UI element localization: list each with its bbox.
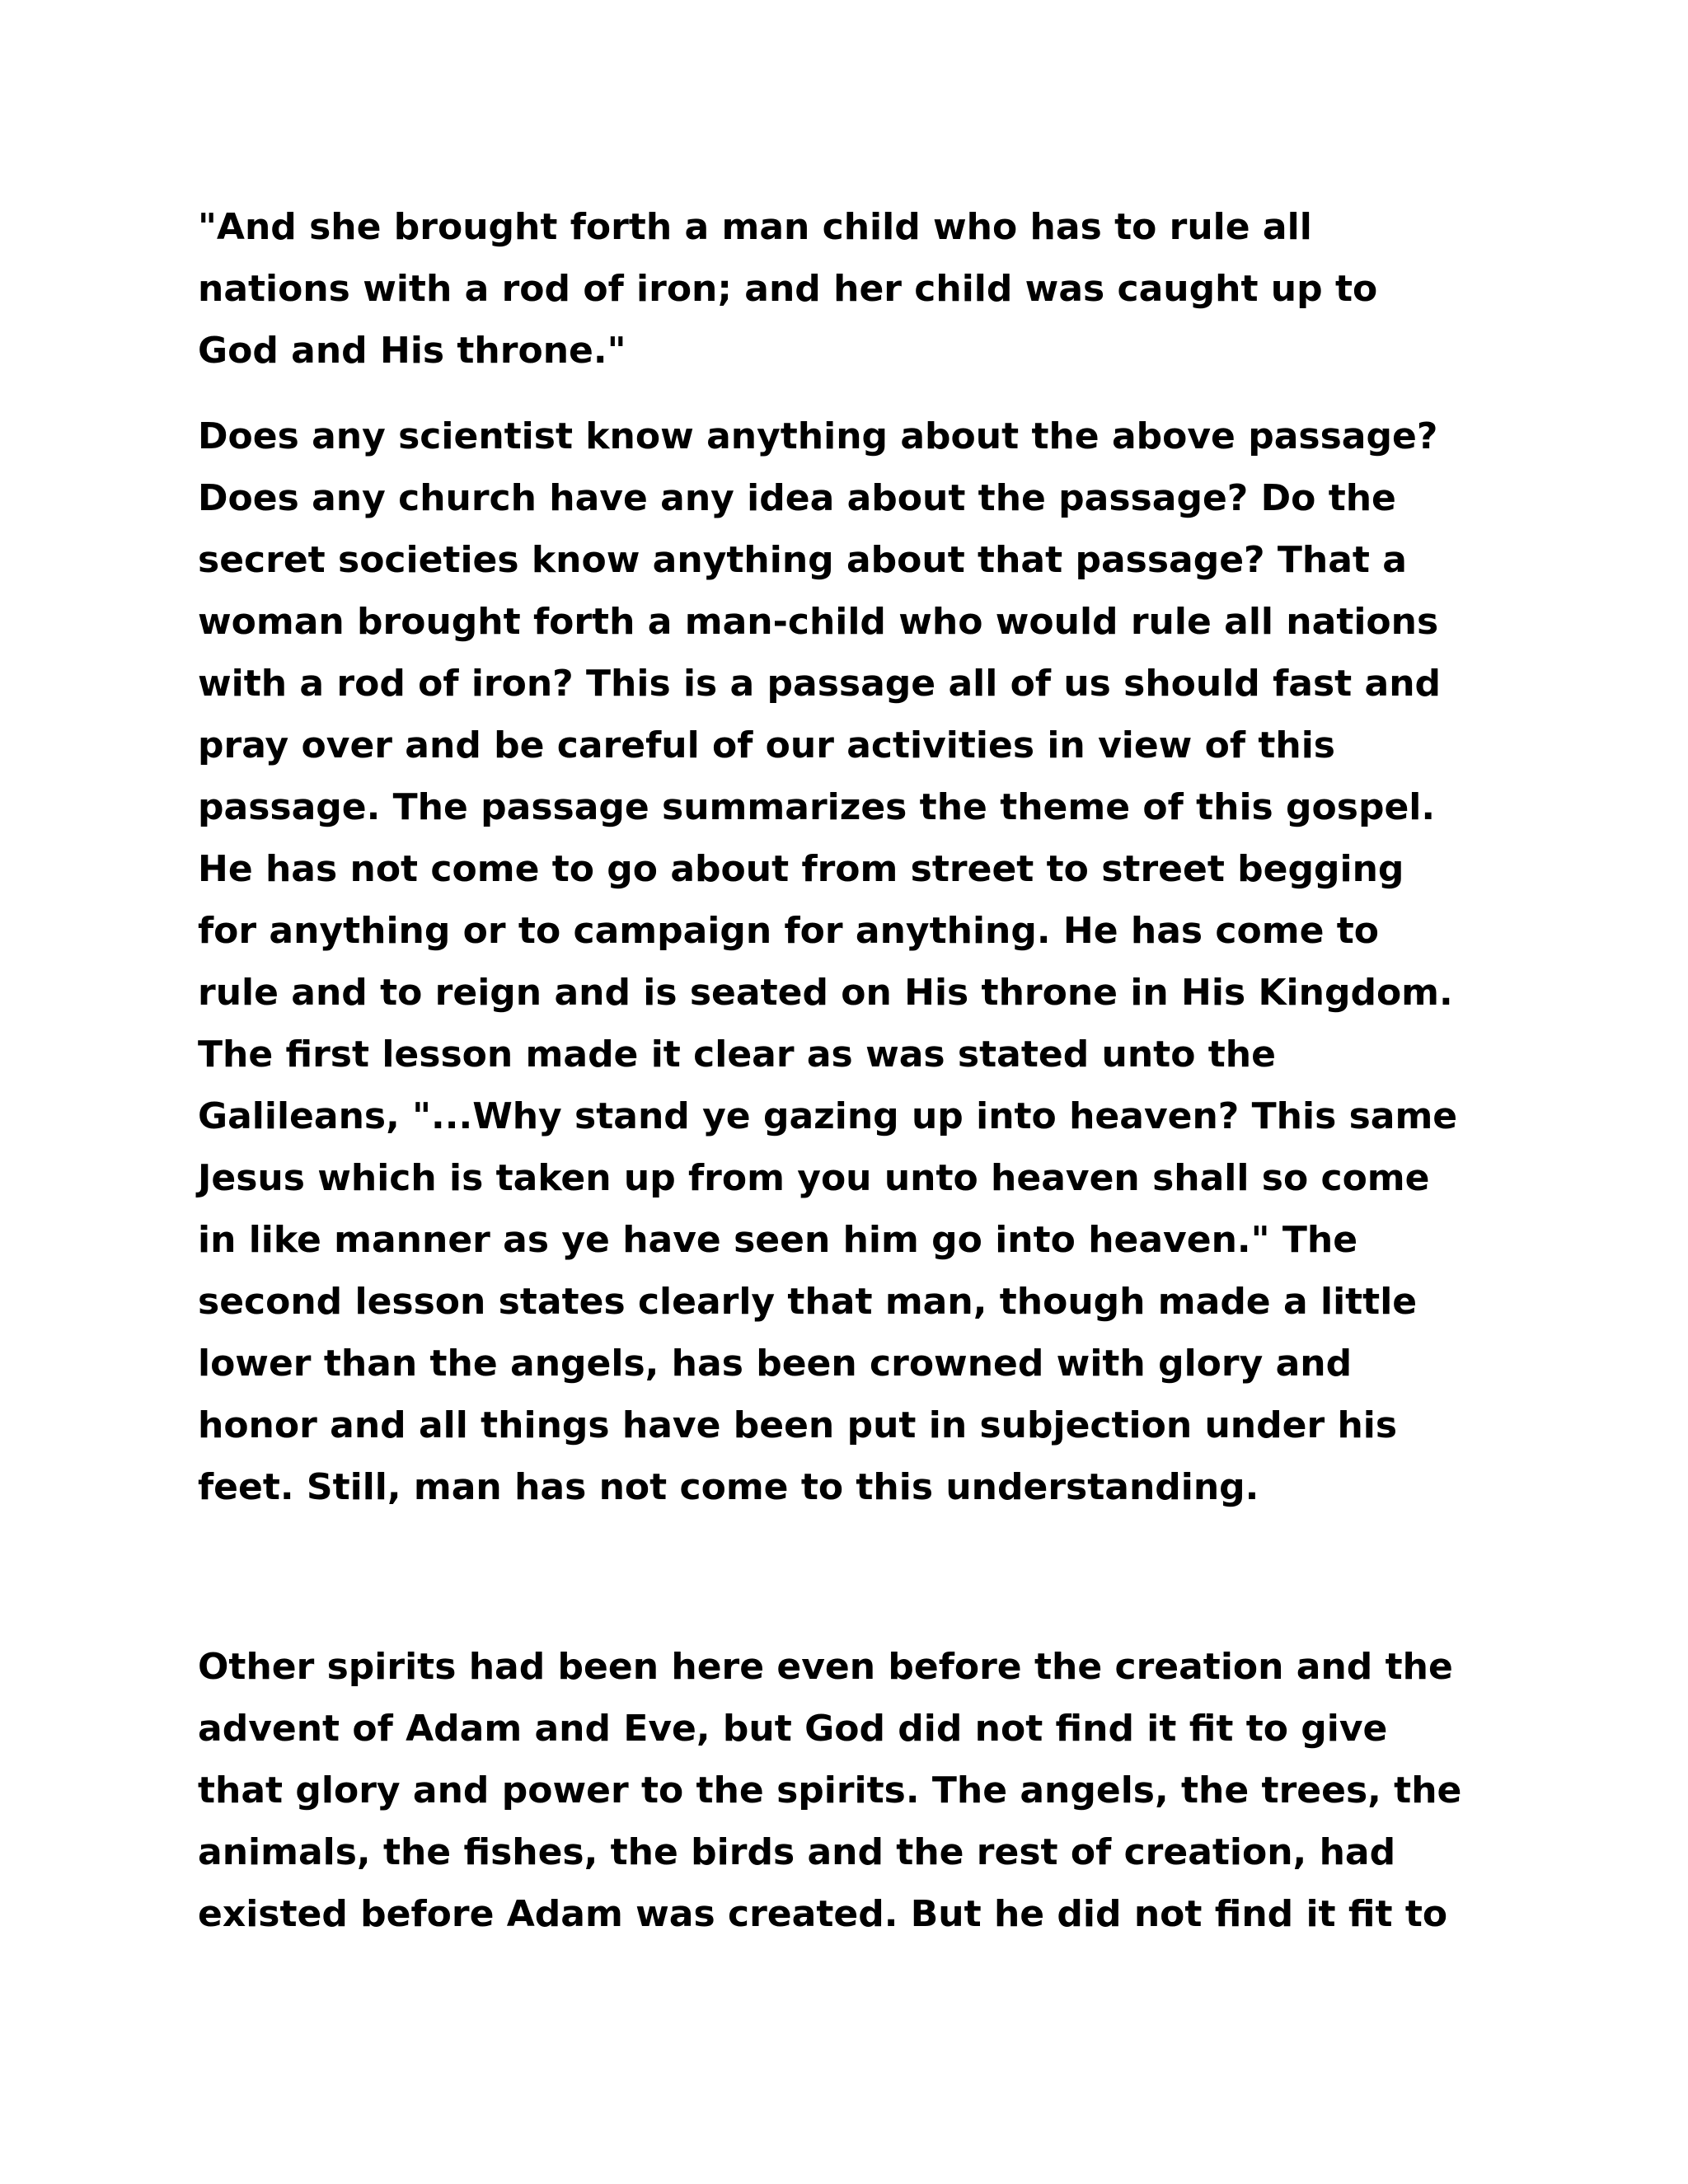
text-line: rule and to reign and is seated on His throne in His Kingdom. xyxy=(198,972,1453,1014)
text-line: existed before Adam was created. But he did not find it fit to xyxy=(198,1893,1448,1935)
text-line: nations with a rod of iron; and her child was caught up to xyxy=(198,268,1378,310)
text-line: passage. The passage summarizes the theme of this gospel. xyxy=(198,786,1436,828)
text-line: Does any church have any idea about the passage? Do the xyxy=(198,477,1396,519)
body-paragraph-2 xyxy=(198,1636,1517,1945)
text-line: feet. Still, man has not come to this understanding. xyxy=(198,1466,1259,1508)
quote-paragraph xyxy=(198,196,1517,382)
text-line: in like manner as ye have seen him go into heaven." The xyxy=(198,1219,1358,1261)
text-line: advent of Adam and Eve, but God did not find it fit to give xyxy=(198,1708,1388,1750)
text-line: that glory and power to the spirits. The angels, the trees, the xyxy=(198,1769,1462,1811)
text-line: "And she brought forth a man child who has to rule all xyxy=(198,206,1312,248)
text-line: Jesus which is taken up from you unto heaven shall so come xyxy=(198,1157,1430,1199)
text-line: with a rod of iron? This is a passage all of us should fast and xyxy=(198,663,1442,705)
text-line: lower than the angels, has been crowned with glory and xyxy=(198,1343,1353,1385)
text-line: for anything or to campaign for anything. He has come to xyxy=(198,910,1379,952)
text-line: He has not come to go about from street to street begging xyxy=(198,848,1404,890)
text-line: pray over and be careful of our activities in view of this xyxy=(198,724,1335,766)
text-line: honor and all things have been put in subjection under his xyxy=(198,1404,1398,1446)
text-line: Other spirits had been here even before the creation and the xyxy=(198,1646,1453,1688)
text-line: God and His throne." xyxy=(198,330,626,372)
text-line: secret societies know anything about that passage? That a xyxy=(198,539,1407,581)
text-line: The first lesson made it clear as was stated unto the xyxy=(198,1033,1276,1076)
text-line: second lesson states clearly that man, though made a little xyxy=(198,1281,1418,1323)
text-line: Does any scientist know anything about the above passage? xyxy=(198,415,1438,457)
text-line: woman brought forth a man-child who would rule all nations xyxy=(198,601,1439,643)
text-line: Galileans, "...Why stand ye gazing up into heaven? This same xyxy=(198,1095,1458,1137)
text-line: animals, the fishes, the birds and the rest of creation, had xyxy=(198,1831,1396,1873)
body-paragraph-1 xyxy=(198,405,1517,1518)
